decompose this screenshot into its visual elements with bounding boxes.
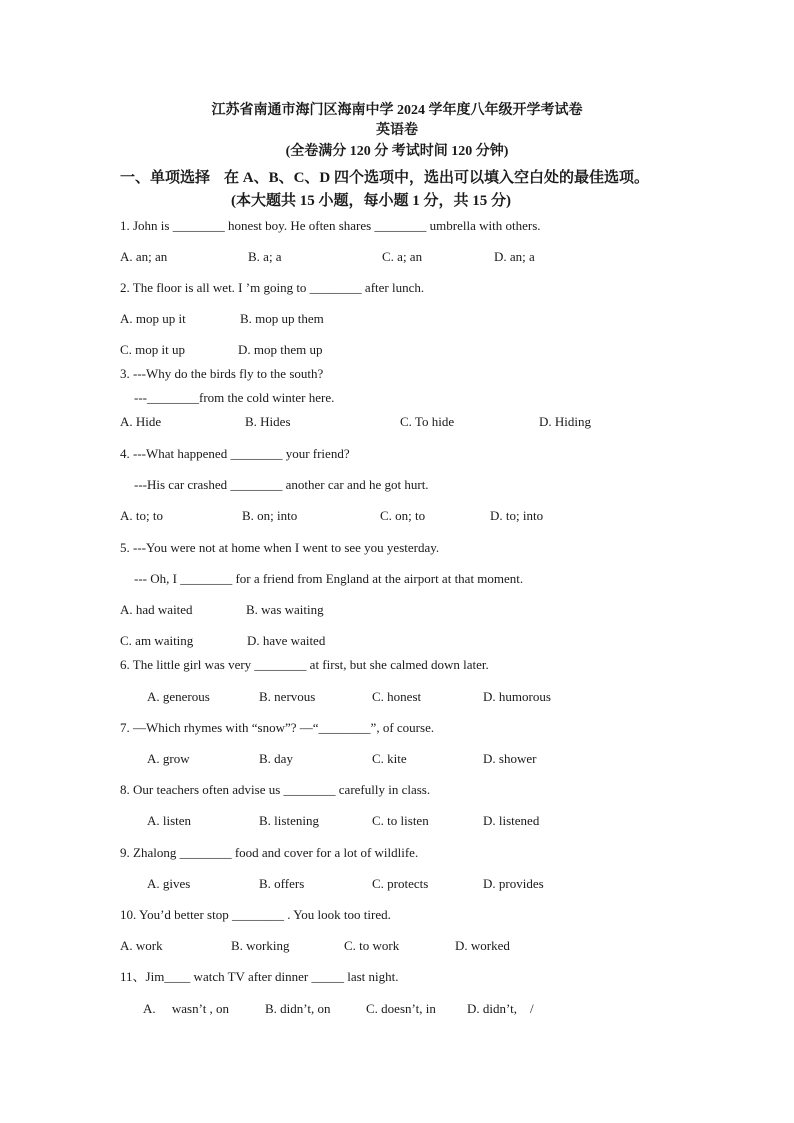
question-10-stem: 10. You’d better stop ________ . You look too tired. xyxy=(120,907,391,922)
question-3-stem: 3. ---Why do the birds fly to the south? xyxy=(120,366,324,381)
section-title: 一、单项选择 xyxy=(120,170,211,186)
exam-meta: (全卷满分 120 分 考试时间 120 分钟) xyxy=(285,144,509,159)
option-d: D. shower xyxy=(483,751,537,766)
section-note: (本大题共 15 小题，每小题 1 分，共 15 分) xyxy=(231,193,511,209)
option-d: D. worked xyxy=(455,938,510,953)
option-a: A. mop up it xyxy=(120,311,186,326)
option-b: B. nervous xyxy=(259,689,316,704)
option-d: D. an; a xyxy=(494,249,535,264)
option-a: A. work xyxy=(120,938,163,953)
option-d: D. Hiding xyxy=(539,414,591,429)
question-8-stem: 8. Our teachers often advise us ________ carefully in class. xyxy=(120,782,431,797)
option-d: D. to; into xyxy=(490,508,544,523)
option-c: C. a; an xyxy=(382,249,423,264)
question-2-stem: 2. The floor is all wet. I ’m going to ________ after lunch. xyxy=(120,280,425,295)
question-11-stem: 11、Jim____ watch TV after dinner _____ last night. xyxy=(120,969,399,984)
option-d: D. humorous xyxy=(483,689,551,704)
question-6-stem: 6. The little girl was very ________ at first, but she calmed down later. xyxy=(120,657,489,672)
option-a: A. Hide xyxy=(120,414,162,429)
option-c: C. on; to xyxy=(380,508,426,523)
option-c: C. to listen xyxy=(372,813,429,828)
question-5-answer-line: --- Oh, I ________ for a friend from England at the airport at that moment. xyxy=(134,571,524,586)
option-a: A. listen xyxy=(147,813,192,828)
option-c: C. mop it up xyxy=(120,342,186,357)
option-b: B. working xyxy=(231,938,290,953)
option-c: C. protects xyxy=(372,876,429,891)
option-c: C. doesn’t, in xyxy=(366,1001,436,1016)
option-b: B. offers xyxy=(259,876,305,891)
option-a: A. to; to xyxy=(120,508,163,523)
exam-subject: 英语卷 xyxy=(376,123,418,138)
option-b: B. mop up them xyxy=(240,311,324,326)
option-c: C. To hide xyxy=(400,414,455,429)
question-3-answer-line: ---________from the cold winter here. xyxy=(134,390,335,405)
option-b: B. didn’t, on xyxy=(265,1001,331,1016)
option-b: B. listening xyxy=(259,813,319,828)
option-d: D. provides xyxy=(483,876,544,891)
option-a: A. gives xyxy=(147,876,191,891)
option-a: A. generous xyxy=(147,689,210,704)
option-c: C. kite xyxy=(372,751,407,766)
section-instruction: 在 A、B、C、D 四个选项中，选出可以填入空白处的最佳选项。 xyxy=(224,170,650,186)
section-heading xyxy=(120,166,649,187)
option-c: C. honest xyxy=(372,689,422,704)
option-b: B. a; a xyxy=(248,249,282,264)
question-7-stem: 7. —Which rhymes with “snow”? —“________”, of course. xyxy=(120,720,435,735)
option-a: A. wasn’t , on xyxy=(143,1001,230,1016)
option-d: D. have waited xyxy=(247,633,326,648)
option-d: D. didn’t, / xyxy=(467,1001,534,1016)
option-c: C. to work xyxy=(344,938,400,953)
question-9-stem: 9. Zhalong ________ food and cover for a lot of wildlife. xyxy=(120,845,419,860)
exam-title: 江苏省南通市海门区海南中学 2024 学年度八年级开学考试卷 xyxy=(211,103,583,118)
option-d: D. listened xyxy=(483,813,540,828)
option-c: C. am waiting xyxy=(120,633,194,648)
option-b: B. day xyxy=(259,751,293,766)
option-b: B. was waiting xyxy=(246,602,324,617)
question-4-stem: 4. ---What happened ________ your friend? xyxy=(120,446,350,461)
option-b: B. on; into xyxy=(242,508,298,523)
option-d: D. mop them up xyxy=(238,342,323,357)
question-4-answer-line: ---His car crashed ________ another car and he got hurt. xyxy=(134,477,429,492)
question-5-stem: 5. ---You were not at home when I went to see you yesterday. xyxy=(120,540,440,555)
option-a: A. grow xyxy=(147,751,190,766)
option-a: A. an; an xyxy=(120,249,168,264)
option-a: A. had waited xyxy=(120,602,193,617)
option-b: B. Hides xyxy=(245,414,291,429)
question-1-stem: 1. John is ________ honest boy. He often shares ________ umbrella with others. xyxy=(120,218,541,233)
